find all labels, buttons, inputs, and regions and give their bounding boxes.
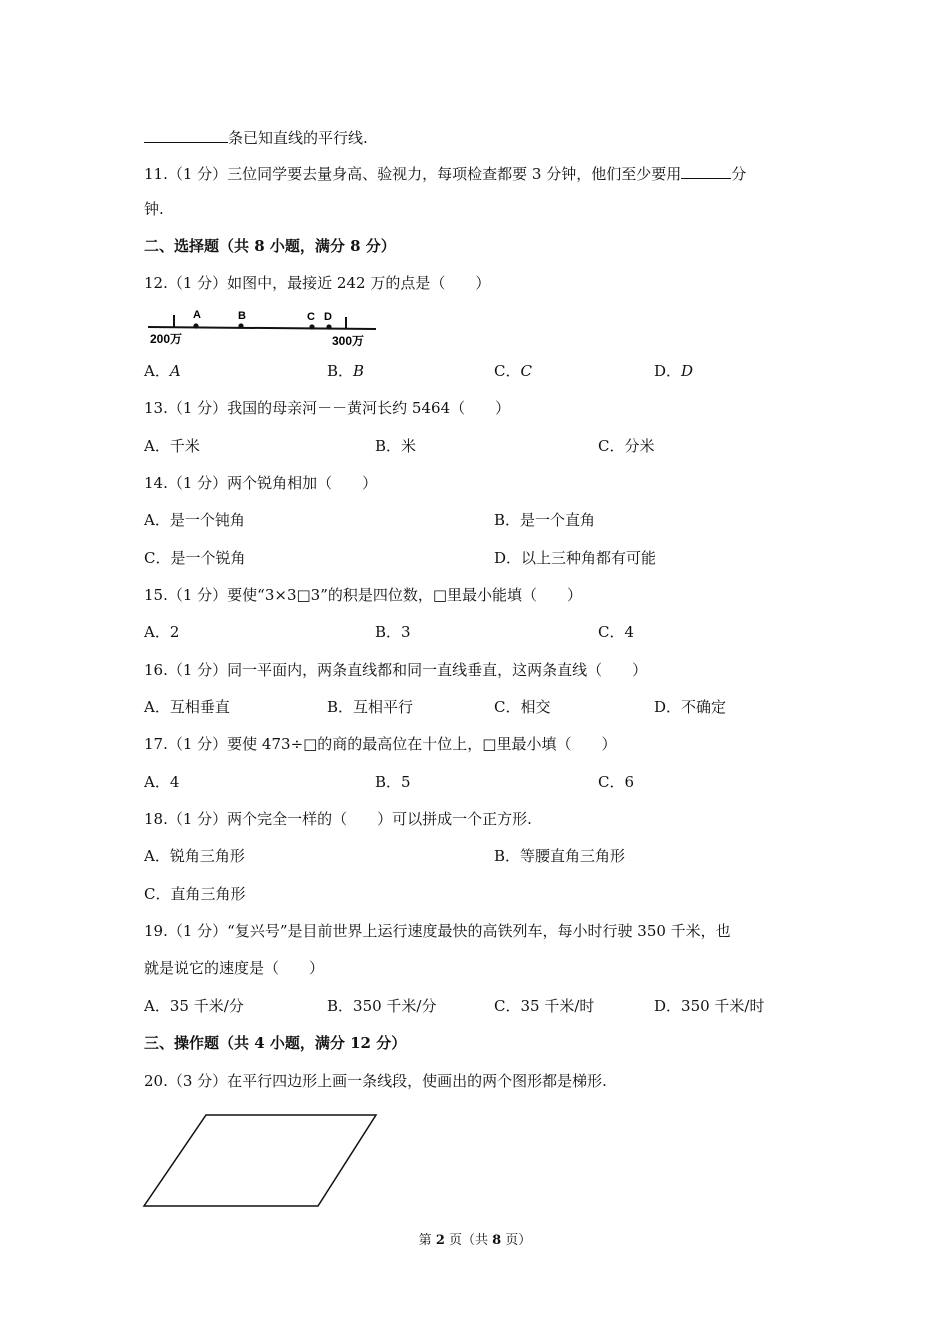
point-c-label: C (307, 311, 315, 323)
q15-option-a[interactable]: A．2 (144, 623, 180, 641)
q11-text: 11.（1 分）三位同学要去量身高、验视力，每项检查都要 3 分钟，他们至少要用 (144, 165, 682, 183)
q12-stem: 12.（1 分）如图中，最接近 242 万的点是（ ） (144, 274, 491, 292)
q18-stem: 18.（1 分）两个完全一样的（ ）可以拼成一个正方形. (144, 810, 532, 828)
q16-option-b[interactable]: B．互相平行 (327, 698, 414, 716)
q15-option-c[interactable]: C．4 (598, 623, 635, 641)
q14-option-b[interactable]: B．是一个直角 (494, 511, 596, 529)
q19-option-a[interactable]: A．35 千米/分 (144, 997, 244, 1015)
answer-blank (144, 126, 228, 143)
q12-option-c[interactable]: C．C (494, 362, 532, 380)
q11-line1 (144, 162, 746, 184)
q16-option-a[interactable]: A．互相垂直 (144, 698, 230, 716)
q16-stem: 16.（1 分）同一平面内，两条直线都和同一直线垂直，这两条直线（ ） (144, 661, 648, 679)
page-footer: 第 2 页（共 8 页） (418, 1233, 532, 1248)
q14-option-a[interactable]: A．是一个钝角 (144, 511, 245, 529)
section-heading-2: 二、选择题（共 8 小题，满分 8 分） (144, 237, 396, 255)
point-c-dot (309, 324, 314, 329)
q19-line1: 19.（1 分）“复兴号”是目前世界上运行速度最快的高铁列车，每小时行驶 350 千米，也 (144, 922, 731, 940)
q18-option-b[interactable]: B．等腰直角三角形 (494, 847, 626, 865)
label-200: 200万 (150, 332, 183, 346)
q19-option-b[interactable]: B．350 千米/分 (327, 997, 437, 1015)
q18-option-a[interactable]: A．锐角三角形 (144, 847, 245, 865)
q13-option-c[interactable]: C．分米 (598, 437, 655, 455)
q14-stem: 14.（1 分）两个锐角相加（ ） (144, 474, 378, 492)
q11-line2: 钟. (144, 200, 164, 218)
point-d-dot (326, 324, 331, 329)
number-line-figure (144, 306, 384, 346)
parallelogram-figure (143, 1112, 383, 1212)
point-b-label: B (238, 310, 246, 322)
q12-option-a[interactable]: A．A (144, 362, 181, 380)
q13-stem: 13.（1 分）我国的母亲河－－黄河长约 5464（ ） (144, 399, 511, 417)
number-line-axis (148, 327, 376, 329)
point-a-dot (193, 323, 198, 328)
q14-option-d[interactable]: D．以上三种角都有可能 (494, 549, 657, 567)
q13-option-a[interactable]: A．千米 (144, 437, 200, 455)
point-d-label: D (324, 311, 332, 323)
section-heading-3: 三、操作题（共 4 小题，满分 12 分） (144, 1034, 407, 1052)
q16-option-d[interactable]: D．不确定 (654, 698, 727, 716)
q14-option-c[interactable]: C．是一个锐角 (144, 549, 246, 567)
current-page-number: 2 (435, 1233, 445, 1248)
q12-option-d[interactable]: D．D (654, 362, 694, 380)
q15-option-b[interactable]: B．3 (375, 623, 411, 641)
q10-tail-text: 条已知直线的平行线. (228, 129, 368, 147)
q17-option-a[interactable]: A．4 (144, 773, 180, 791)
answer-blank (681, 162, 731, 179)
q20-stem: 20.（3 分）在平行四边形上画一条线段，使画出的两个图形都是梯形. (144, 1072, 607, 1090)
q17-option-b[interactable]: B．5 (375, 773, 411, 791)
parallelogram-shape (144, 1115, 376, 1206)
point-b-dot (238, 323, 243, 328)
q19-line2: 就是说它的速度是（ ） (144, 959, 325, 977)
q17-option-c[interactable]: C．6 (598, 773, 635, 791)
point-a-label: A (193, 309, 201, 321)
q13-option-b[interactable]: B．米 (375, 437, 417, 455)
q11-suffix: 分 (731, 165, 747, 183)
q12-option-b[interactable]: B．B (327, 362, 365, 380)
q15-stem: 15.（1 分）要使“3×3□3”的积是四位数，□里最小能填（ ） (144, 586, 583, 604)
q19-option-c[interactable]: C．35 千米/时 (494, 997, 595, 1015)
q18-option-c[interactable]: C．直角三角形 (144, 885, 246, 903)
total-page-count: 8 (492, 1233, 502, 1248)
label-300: 300万 (332, 334, 365, 348)
q17-stem: 17.（1 分）要使 473÷□的商的最高位在十位上，□里最小填（ ） (144, 735, 617, 753)
q10-tail-line (144, 126, 368, 148)
q16-option-c[interactable]: C．相交 (494, 698, 551, 716)
q19-option-d[interactable]: D．350 千米/时 (654, 997, 765, 1015)
